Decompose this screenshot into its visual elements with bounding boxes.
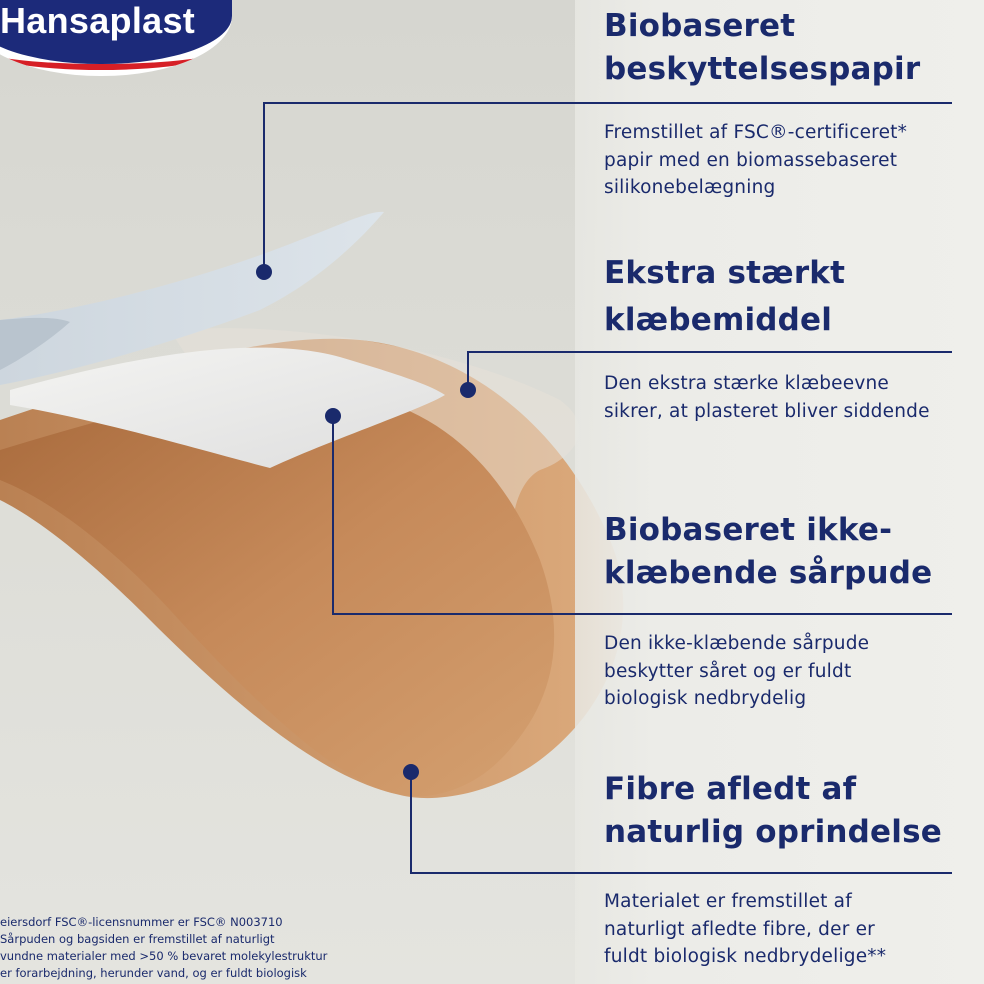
feature-heading-fibres bbox=[604, 768, 942, 854]
desc-line: Materialet er fremstillet af bbox=[604, 891, 852, 912]
desc-line: silikonebelægning bbox=[604, 177, 776, 198]
desc-line: Den ikke-klæbende sårpude bbox=[604, 633, 870, 654]
feature-desc-pad bbox=[604, 630, 869, 713]
heading-line: Fibre afledt af bbox=[604, 771, 857, 807]
heading-line: klæbemiddel bbox=[604, 302, 833, 338]
footnote-line: vundne materialer med >50 % bevaret molekylestruktur bbox=[0, 949, 328, 963]
desc-line: Den ekstra stærke klæbeevne bbox=[604, 373, 890, 394]
footnote-line: eiersdorf FSC®-licensnummer er FSC® N003710 bbox=[0, 915, 283, 929]
feature-desc-fibres bbox=[604, 888, 886, 971]
desc-line: fuldt biologisk nedbrydelige** bbox=[604, 946, 887, 967]
footnote-line: Sårpuden og bagsiden er fremstillet af naturligt bbox=[0, 932, 275, 946]
feature-heading-paper bbox=[604, 5, 920, 91]
feature-desc-paper bbox=[604, 119, 907, 202]
desc-line: Fremstillet af FSC®-certificeret* bbox=[604, 122, 908, 143]
desc-line: papir med en biomassebaseret bbox=[604, 149, 898, 171]
heading-line: beskyttelsespapir bbox=[604, 51, 921, 87]
footnote-line: er forarbejdning, herunder vand, og er fuldt biologisk bbox=[0, 966, 307, 980]
heading-line: Ekstra stærkt bbox=[604, 255, 846, 291]
desc-line: naturligt afledte fibre, der er bbox=[604, 918, 875, 940]
heading-line: klæbende sårpude bbox=[604, 555, 933, 591]
feature-desc-adhesive bbox=[604, 370, 930, 425]
logo-text: Hansaplast bbox=[0, 0, 196, 41]
desc-line: sikrer, at plasteret bliver siddende bbox=[604, 400, 930, 422]
heading-line: naturlig oprindelse bbox=[604, 814, 942, 850]
desc-line: beskytter såret og er fuldt bbox=[604, 660, 852, 682]
feature-heading-adhesive bbox=[604, 250, 845, 344]
desc-line: biologisk nedbrydelig bbox=[604, 688, 807, 709]
heading-line: Biobaseret ikke- bbox=[604, 512, 893, 548]
heading-line: Biobaseret bbox=[604, 8, 796, 44]
feature-heading-pad bbox=[604, 509, 932, 595]
footnote bbox=[0, 914, 340, 982]
